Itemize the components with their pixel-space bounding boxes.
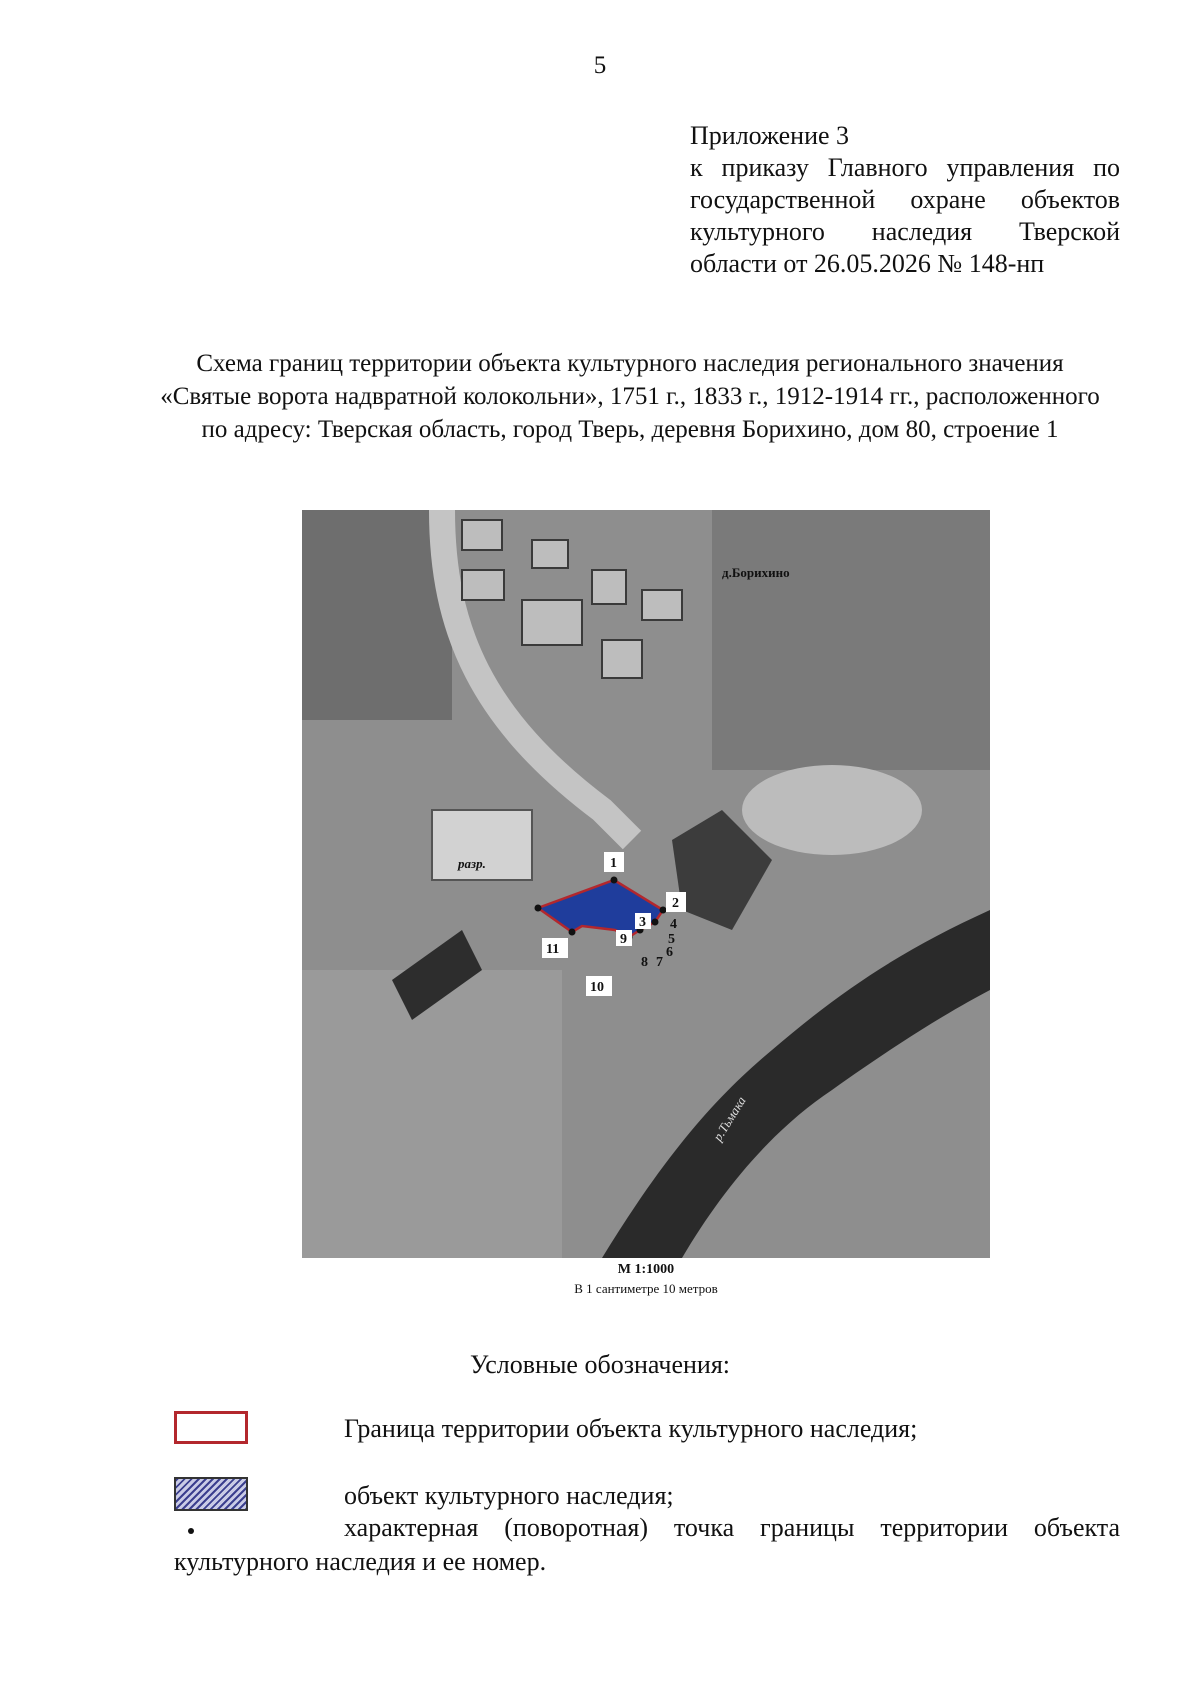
appendix-line-2: к приказу Главного управления по: [690, 153, 1120, 182]
point-label: 3: [639, 915, 646, 930]
map-scale-ratio: М 1:1000: [617, 1262, 675, 1277]
map-house: [642, 590, 682, 620]
boundary-point: [569, 929, 576, 936]
map-scale-note: В 1 сантиметре 10 метров: [574, 1281, 718, 1296]
map-field-sw: [302, 970, 562, 1258]
boundary-point: [611, 877, 618, 884]
point-label: 1: [610, 856, 617, 871]
point-label: 6: [666, 945, 673, 960]
legend-title: Условные обозначения:: [469, 1350, 731, 1379]
appendix-line-1: Приложение 3: [690, 121, 850, 150]
appendix-line-3: государственной охране объектов: [690, 185, 1120, 214]
map-house: [462, 520, 502, 550]
appendix-line-4: культурного наследия Тверской: [690, 217, 1120, 246]
point-label: 7: [656, 955, 663, 970]
appendix-header: [690, 120, 1120, 280]
page-number: 5: [593, 52, 607, 79]
map-house: [602, 640, 642, 678]
map-label-village: д.Борихино: [722, 565, 790, 580]
point-label: 11: [546, 942, 560, 957]
legend-point-text: характерная (поворотная) точка границы территории объекта культурного наследия и ее номер.: [174, 1513, 1120, 1576]
aerial-map: [302, 510, 990, 1258]
map-label-river: р.Тьмака: [709, 1093, 749, 1144]
legend-boundary-text: Граница территории объекта культурного наследия;: [344, 1414, 918, 1443]
boundary-point: [652, 919, 659, 926]
map-clearing: [742, 765, 922, 855]
boundary-point: [660, 907, 667, 914]
map-field-ne: [712, 510, 990, 770]
legend-boundary-swatch: [174, 1411, 248, 1444]
appendix-line-5: области от 26.05.2026 № 148-нп: [690, 249, 1045, 278]
map-label-razr: разр.: [458, 856, 486, 871]
point-label: 9: [620, 932, 627, 947]
legend-object-text: объект культурного наследия;: [344, 1481, 674, 1510]
point-label: 8: [641, 955, 648, 970]
point-label: 4: [670, 917, 677, 932]
map-house: [532, 540, 568, 568]
boundary-point: [535, 905, 542, 912]
map-house: [592, 570, 626, 604]
map-field-nw: [302, 510, 452, 720]
map-house: [522, 600, 582, 645]
point-label: 10: [590, 980, 604, 995]
map-house: [462, 570, 504, 600]
legend-object-swatch: [174, 1477, 248, 1511]
document-title: Схема границ территории объекта культурного наследия регионального значения «Святые ворота надвратной колокольни», 1751 г., 1833 г., 1912-1914 гг., расположенного по адресу: Тверская область, город Тверь, деревня Борихино, дом 80, строение 1: [160, 350, 1100, 443]
point-label: 5: [668, 932, 675, 947]
point-label: 2: [672, 896, 679, 911]
